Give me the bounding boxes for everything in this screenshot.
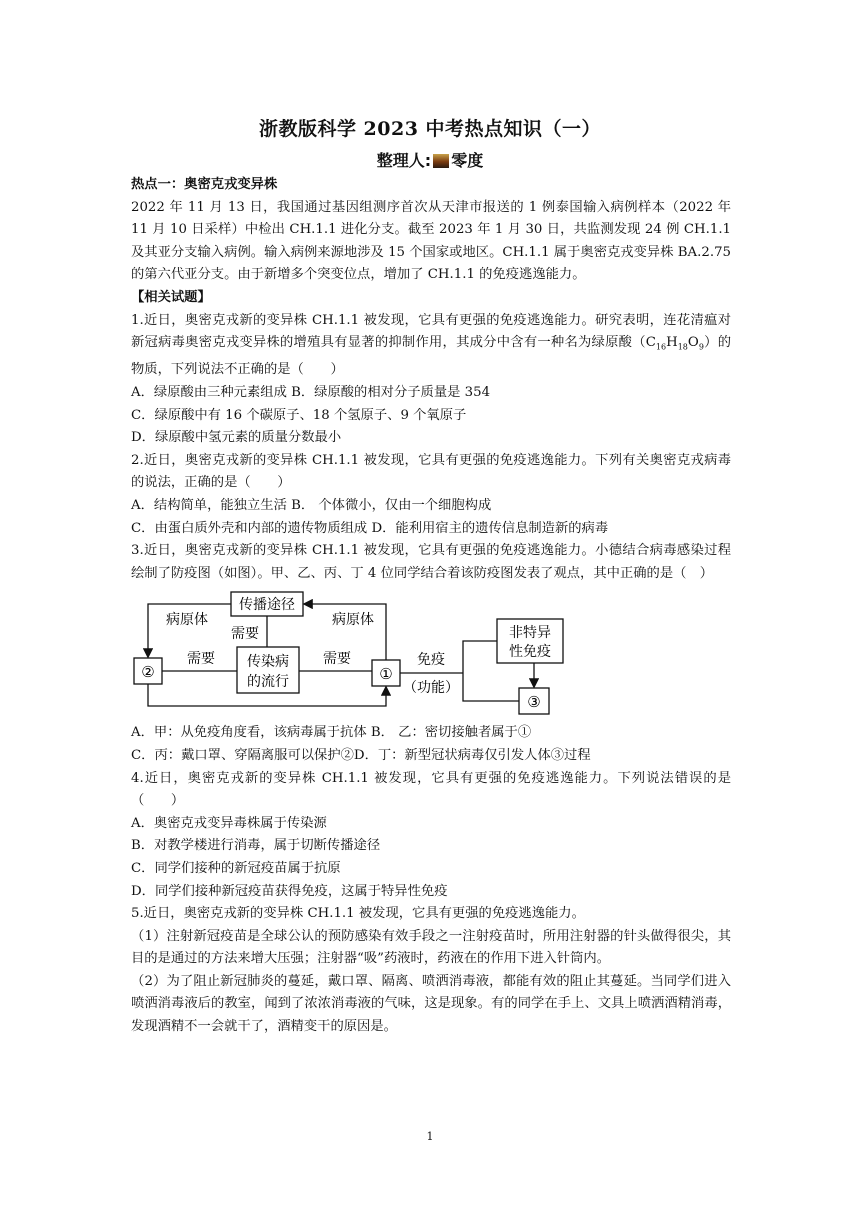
- q4-option-b: B．对教学楼进行消毒，属于切断传播途径: [131, 838, 381, 854]
- q1-option-ab: A．绿原酸由三种元素组成 B．绿原酸的相对分子质量是 354: [131, 385, 491, 400]
- need-left-label: 需要: [187, 651, 215, 668]
- q4-option-c: C．同学们接种的新冠疫苗属于抗原: [131, 860, 341, 876]
- q5-part-2: （2）为了阻止新冠肺炎的蔓延，戴口罩、隔离、喷洒消毒液，都能有效的阻止其蔓延。当同学们进入喷洒消毒液后的教室，闻到了浓浓消毒液的气味，这是现象。有的同学在手上、文具上喷洒酒精消毒，发现酒精不一会就干了，酒精变干的原因是。: [131, 973, 731, 1035]
- node3-label: ③: [527, 693, 541, 712]
- q1-option-d: D．绿原酸中氢元素的质量分数最小: [131, 430, 342, 446]
- question-1: 1.近日，奥密克戎新的变异株 CH.1.1 被发现，它具有更强的免疫逃逸能力。研究表明，连花清瘟对新冠病毒奥密克戎变异株的增殖具有显著的抑制作用，其成分中含有一种名为绿原酸$(C_{16}H_{18}O_9)$的物质，下列说法不正确的是（ ）: [131, 312, 731, 378]
- diagram-svg: [131, 588, 731, 720]
- q5-part-1: （1）注射新冠疫苗是全球公认的预防感染有效手段之一注射疫苗时，所用注射器的针头做得很尖，其目的是通过的方法来增大压强；注射器“吸”药液时，药液在的作用下进入针筒内。: [131, 928, 731, 967]
- epidemic-diagram: [131, 588, 731, 720]
- immune-label: 免疫: [417, 652, 445, 669]
- disease-label-2: 的流行: [247, 674, 289, 691]
- document-body: [131, 174, 731, 1039]
- hot1-paragraph: 2022 年 11 月 13 日，我国通过基因组测序首次从天津市报送的 1 例泰国输入病例样本（2022 年 11 月 10 日采样）中检出 CH.1.1 进化分支。截至 2023 年 1 月 30 日，共监测发现 24 例 CH.1.1 及其亚分支输入病例。输入病例来源地涉及 15 个国家或地区。CH.1.1 属于奥密克戎变异株 BA.2.75 的第六代亚分支。由于新增多个突变位点，增加了 CH.1.1 的免疫逃逸能力。: [131, 199, 731, 283]
- function-label: （功能）: [403, 680, 459, 697]
- page-title: 浙教版科学 2023 中考热点知识（一）: [258, 118, 602, 140]
- author-line: [0, 148, 860, 171]
- q3-option-cd: C．丙：戴口罩、穿隔离服可以保护②D．丁：新型冠状病毒仅引发人体③过程: [131, 747, 591, 763]
- related-heading: 【相关试题】: [131, 289, 211, 305]
- need-top-label: 需要: [231, 626, 259, 643]
- page-number: 1: [426, 1130, 434, 1143]
- need-right-label: 需要: [323, 651, 351, 668]
- pathogen-left-label: 病原体: [166, 612, 208, 629]
- q4-option-d: D．同学们接种新冠疫苗获得免疫，这属于特异性免疫: [131, 883, 448, 899]
- node1-label: ①: [379, 665, 393, 684]
- author-avatar-icon: [433, 154, 449, 168]
- q2-option-ab: A．结构简单，能独立生活 B． 个体微小，仅由一个细胞构成: [131, 497, 492, 513]
- disease-label-1: 传染病: [247, 654, 289, 671]
- nonspecific-label-1: 非特异: [509, 625, 551, 642]
- q2-option-cd: C．由蛋白质外壳和内部的遗传物质组成 D．能利用宿主的遗传信息制造新的病毒: [131, 520, 609, 536]
- nonspecific-label-2: 性免疫: [509, 644, 551, 661]
- node2-label: ②: [141, 663, 155, 682]
- author-name: 零度: [451, 151, 484, 170]
- q1-option-c: C．绿原酸中有 16 个碳原子、18 个氢原子、9 个氧原子: [131, 407, 467, 423]
- q4-option-a: A．奥密克戎变异毒株属于传染源: [131, 815, 327, 831]
- pathogen-right-label: 病原体: [332, 612, 374, 629]
- hot1-heading: 热点一：奥密克戎变异株: [131, 177, 278, 192]
- question-3: 3.近日，奥密克戎新的变异株 CH.1.1 被发现，它具有更强的免疫逃逸能力。小德结合病毒感染过程绘制了防疫图（如图）。甲、乙、丙、丁 4 位同学结合着该防疫图发表了观点，其中正确的是（ ）: [131, 543, 731, 581]
- question-5: 5.近日，奥密克戎新的变异株 CH.1.1 被发现，它具有更强的免疫逃逸能力。: [131, 906, 585, 922]
- q3-option-ab: A．甲：从免疫角度看，该病毒属于抗体 B． 乙：密切接触者属于①: [131, 725, 532, 741]
- author-prefix: 整理人:: [376, 151, 432, 170]
- route-box-label: 传播途径: [239, 597, 295, 614]
- question-2: 2.近日，奥密克戎新的变异株 CH.1.1 被发现，它具有更强的免疫逃逸能力。下列有关奥密克戎病毒的说法，正确的是（ ）: [131, 452, 731, 491]
- question-4: 4.近日，奥密克戎新的变异株 CH.1.1 被发现，它具有更强的免疫逃逸能力。下列说法错误的是（ ）: [131, 770, 731, 809]
